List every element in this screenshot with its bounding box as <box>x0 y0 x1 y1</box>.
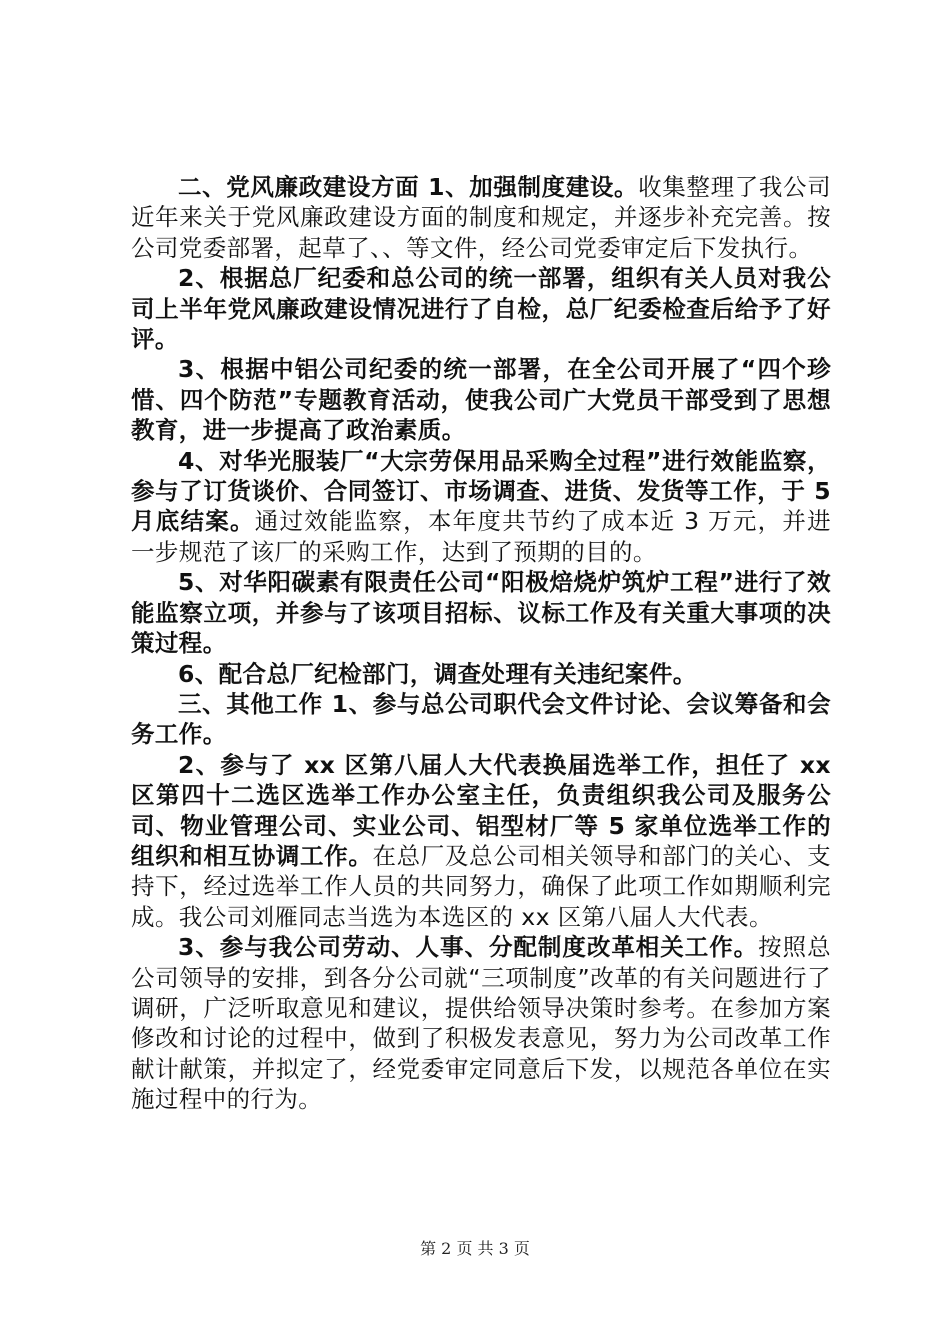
paragraph-rest: 按照总公司领导的安排，到各分公司就“三项制度”改革的有关问题进行了调研，广泛听取意见和建议，提供给领导决策时参考。在参加方案修改和讨论的过程中，做到了积极发表意见，努力为公司改革工作献计献策，并拟定了，经党委审定同意后下发，以规范各单位在实施过程中的行为。 <box>131 933 831 1114</box>
paragraph-rest: 收集整理了我公司近年来关于党风廉政建设方面的制度和规定，并逐步补充完善。按公司党委部署，起草了、、等文件，经公司党委审定后下发执行。 <box>131 173 831 262</box>
page-number-label: 第 2 页 共 3 页 <box>420 1239 530 1258</box>
paragraph-lead: 5、对华阳碳素有限责任公司“阳极焙烧炉筑炉工程”进行了效能监察立项，并参与了该项目招标、议标工作及有关重大事项的决策过程。 <box>131 568 831 658</box>
paragraph-lead: 三、其他工作 1、参与总公司职代会文件讨论、会议筹备和会务工作。 <box>131 689 831 749</box>
paragraph-rest: 在总厂及总公司相关领导和部门的关心、支持下，经过选举工作人员的共同努力，确保了此项工作如期顺利完成。我公司刘雁同志当选为本选区的 xx 区第八届人大代表。 <box>131 841 831 931</box>
paragraph-1 <box>131 172 831 263</box>
paragraph-rest: 通过效能监察，本年度共节约了成本近 3 万元，并进一步规范了该厂的采购工作，达到了预期的目的。 <box>131 507 832 566</box>
paragraph-8 <box>131 750 831 932</box>
page-footer <box>0 1236 950 1259</box>
paragraph-3 <box>131 354 831 445</box>
paragraph-4 <box>131 446 831 568</box>
paragraph-lead: 2、参与了 xx 区第八届人大代表换届选举工作，担任了 xx 区第四十二选区选举工作办公室主任，负责组织我公司及服务公司、物业管理公司、实业公司、铝型材厂等 5 家单位选举工作的组织和相互协调工作。 <box>131 750 831 870</box>
paragraph-lead: 3、参与我公司劳动、人事、分配制度改革相关工作。 <box>178 933 759 962</box>
paragraph-6 <box>131 659 831 689</box>
paragraph-9 <box>131 932 831 1114</box>
document-body <box>131 172 831 1115</box>
paragraph-2 <box>131 263 831 354</box>
paragraph-lead: 6、配合总厂纪检部门，调查处理有关违纪案件。 <box>178 659 697 688</box>
paragraph-lead: 3、根据中铝公司纪委的统一部署，在全公司开展了“四个珍惜、四个防范”专题教育活动，使我公司广大党员干部受到了思想教育，进一步提高了政治素质。 <box>131 355 831 445</box>
paragraph-lead: 二、党风廉政建设方面 1、加强制度建设。 <box>178 173 639 201</box>
paragraph-5 <box>131 567 831 658</box>
paragraph-lead: 2、根据总厂纪委和总公司的统一部署，组织有关人员对我公司上半年党风廉政建设情况进行了自检，总厂纪委检查后给予了好评。 <box>131 264 831 354</box>
paragraph-7 <box>131 689 831 750</box>
paragraph-lead: 4、对华光服装厂“大宗劳保用品采购全过程”进行效能监察，参与了订货谈价、合同签订、市场调查、进货、发货等工作，于 5 月底结案。 <box>131 446 831 536</box>
